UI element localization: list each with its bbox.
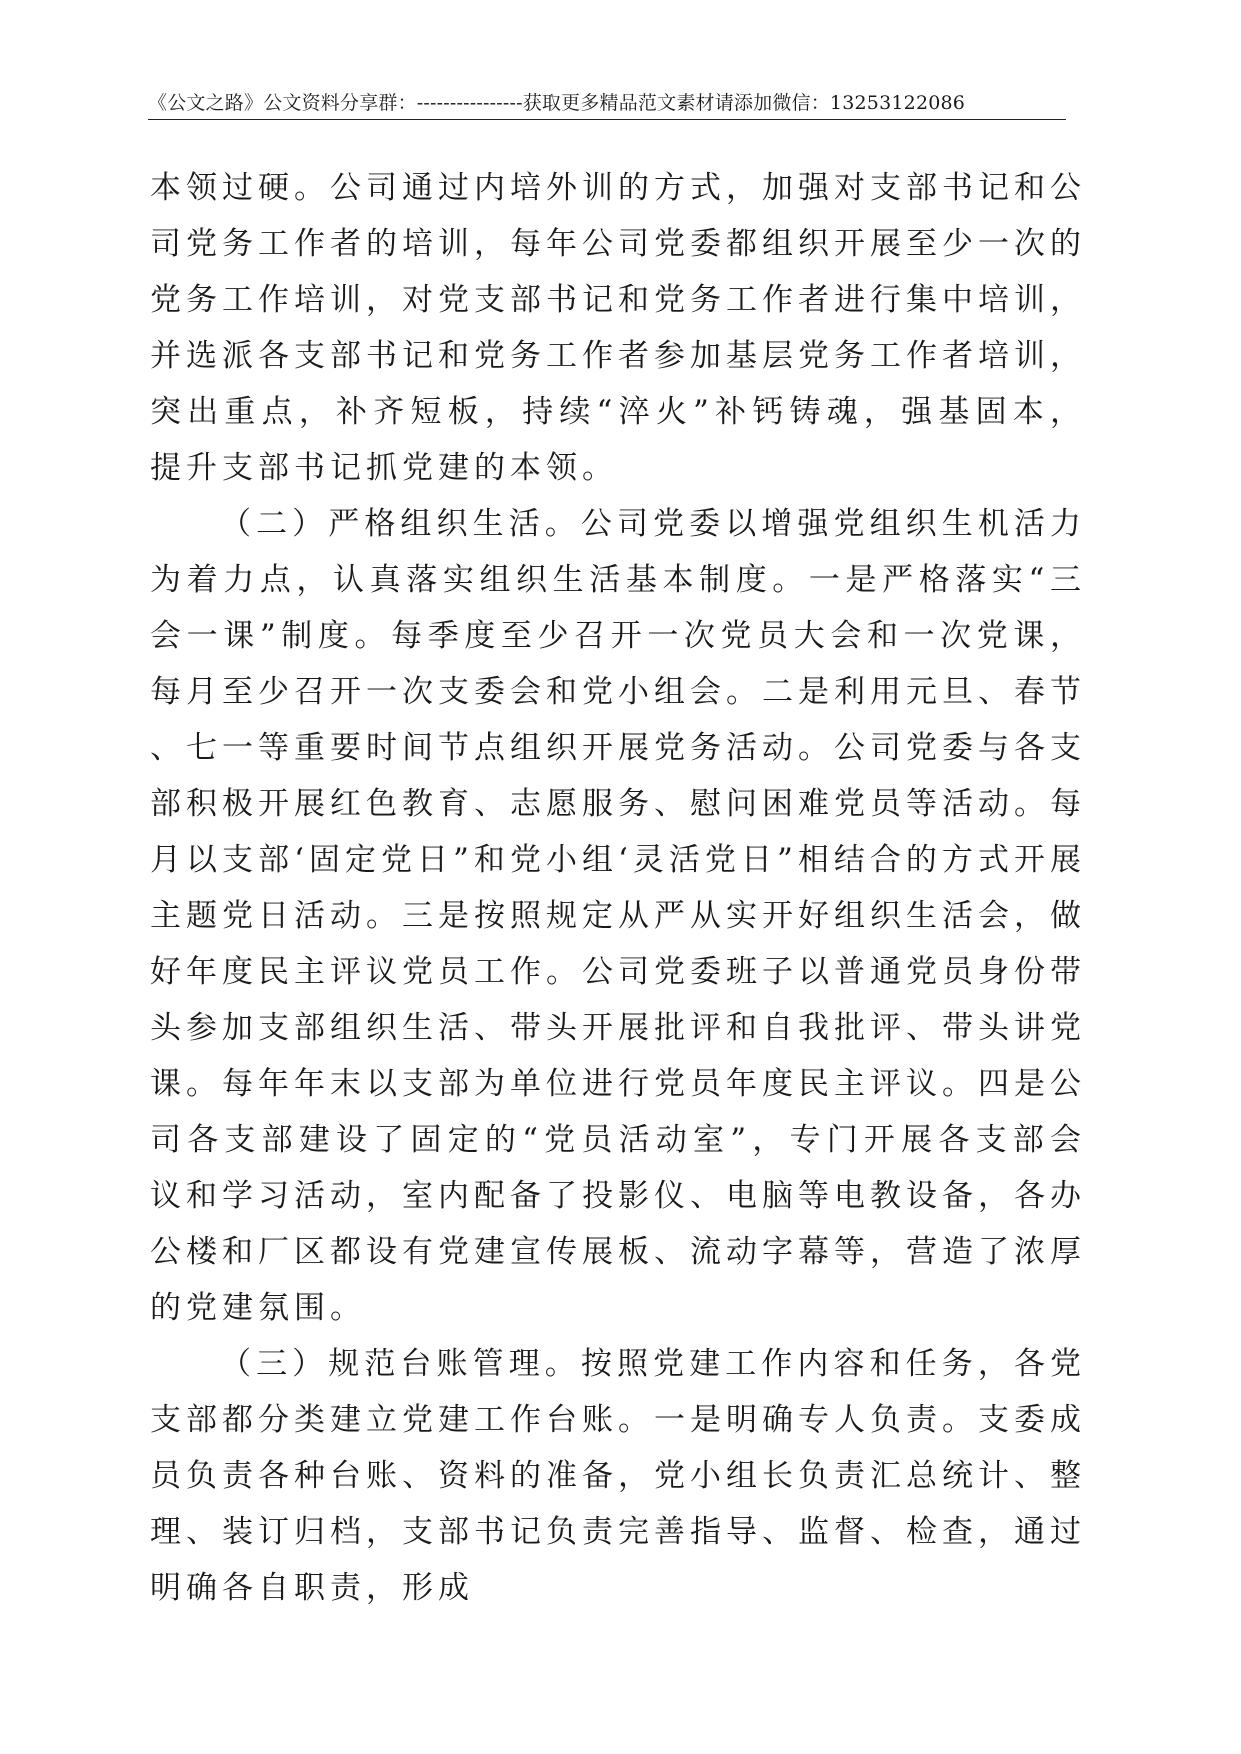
document-body [150,160,1086,1616]
page-header: 《公文之路》公文资料分享群：----------------获取更多精品范文素材请添加微信：13253122086 [148,92,966,114]
body-paragraph-1: 本领过硬。公司通过内培外训的方式，加强对支部书记和公司党务工作者的培训，每年公司党委都组织开展至少一次的党务工作培训，对党支部书记和党务工作者进行集中培训，并选派各支部书记和党务工作者参加基层党务工作者培训，突出重点，补齐短板，持续“淬火”补钙铸魂，强基固本，提升支部书记抓党建的本领。 [150,170,1086,486]
body-paragraph-2: （二）严格组织生活。公司党委以增强党组织生机活力为着力点，认真落实组织生活基本制度。一是严格落实“三会一课”制度。每季度至少召开一次党员大会和一次党课，每月至少召开一次支委会和党小组会。二是利用元旦、春节、七一等重要时间节点组织开展党务活动。公司党委与各支部积极开展红色教育、志愿服务、慰问困难党员等活动。每月以支部‘固定党日”和党小组‘灵活党日”相结合的方式开展主题党日活动。三是按照规定从严从实开好组织生活会，做好年度民主评议党员工作。公司党委班子以普通党员身份带头参加支部组织生活、带头开展批评和自我批评、带头讲党课。每年年末以支部为单位进行党员年度民主评议。四是公司各支部建设了固定的“党员活动室”，专门开展各支部会议和学习活动，室内配备了投影仪、电脑等电教设备，各办公楼和厂区都设有党建宣传展板、流动字幕等，营造了浓厚的党建氛围。 [150,506,1086,1326]
body-paragraph-3: （三）规范台账管理。按照党建工作内容和任务，各党支部都分类建立党建工作台账。一是明确专人负责。支委成员负责各种台账、资料的准备，党小组长负责汇总统计、整理、装订归档，支部书记负责完善指导、监督、检查，通过明确各自职责，形成 [150,1346,1086,1606]
header-divider [148,119,1066,120]
